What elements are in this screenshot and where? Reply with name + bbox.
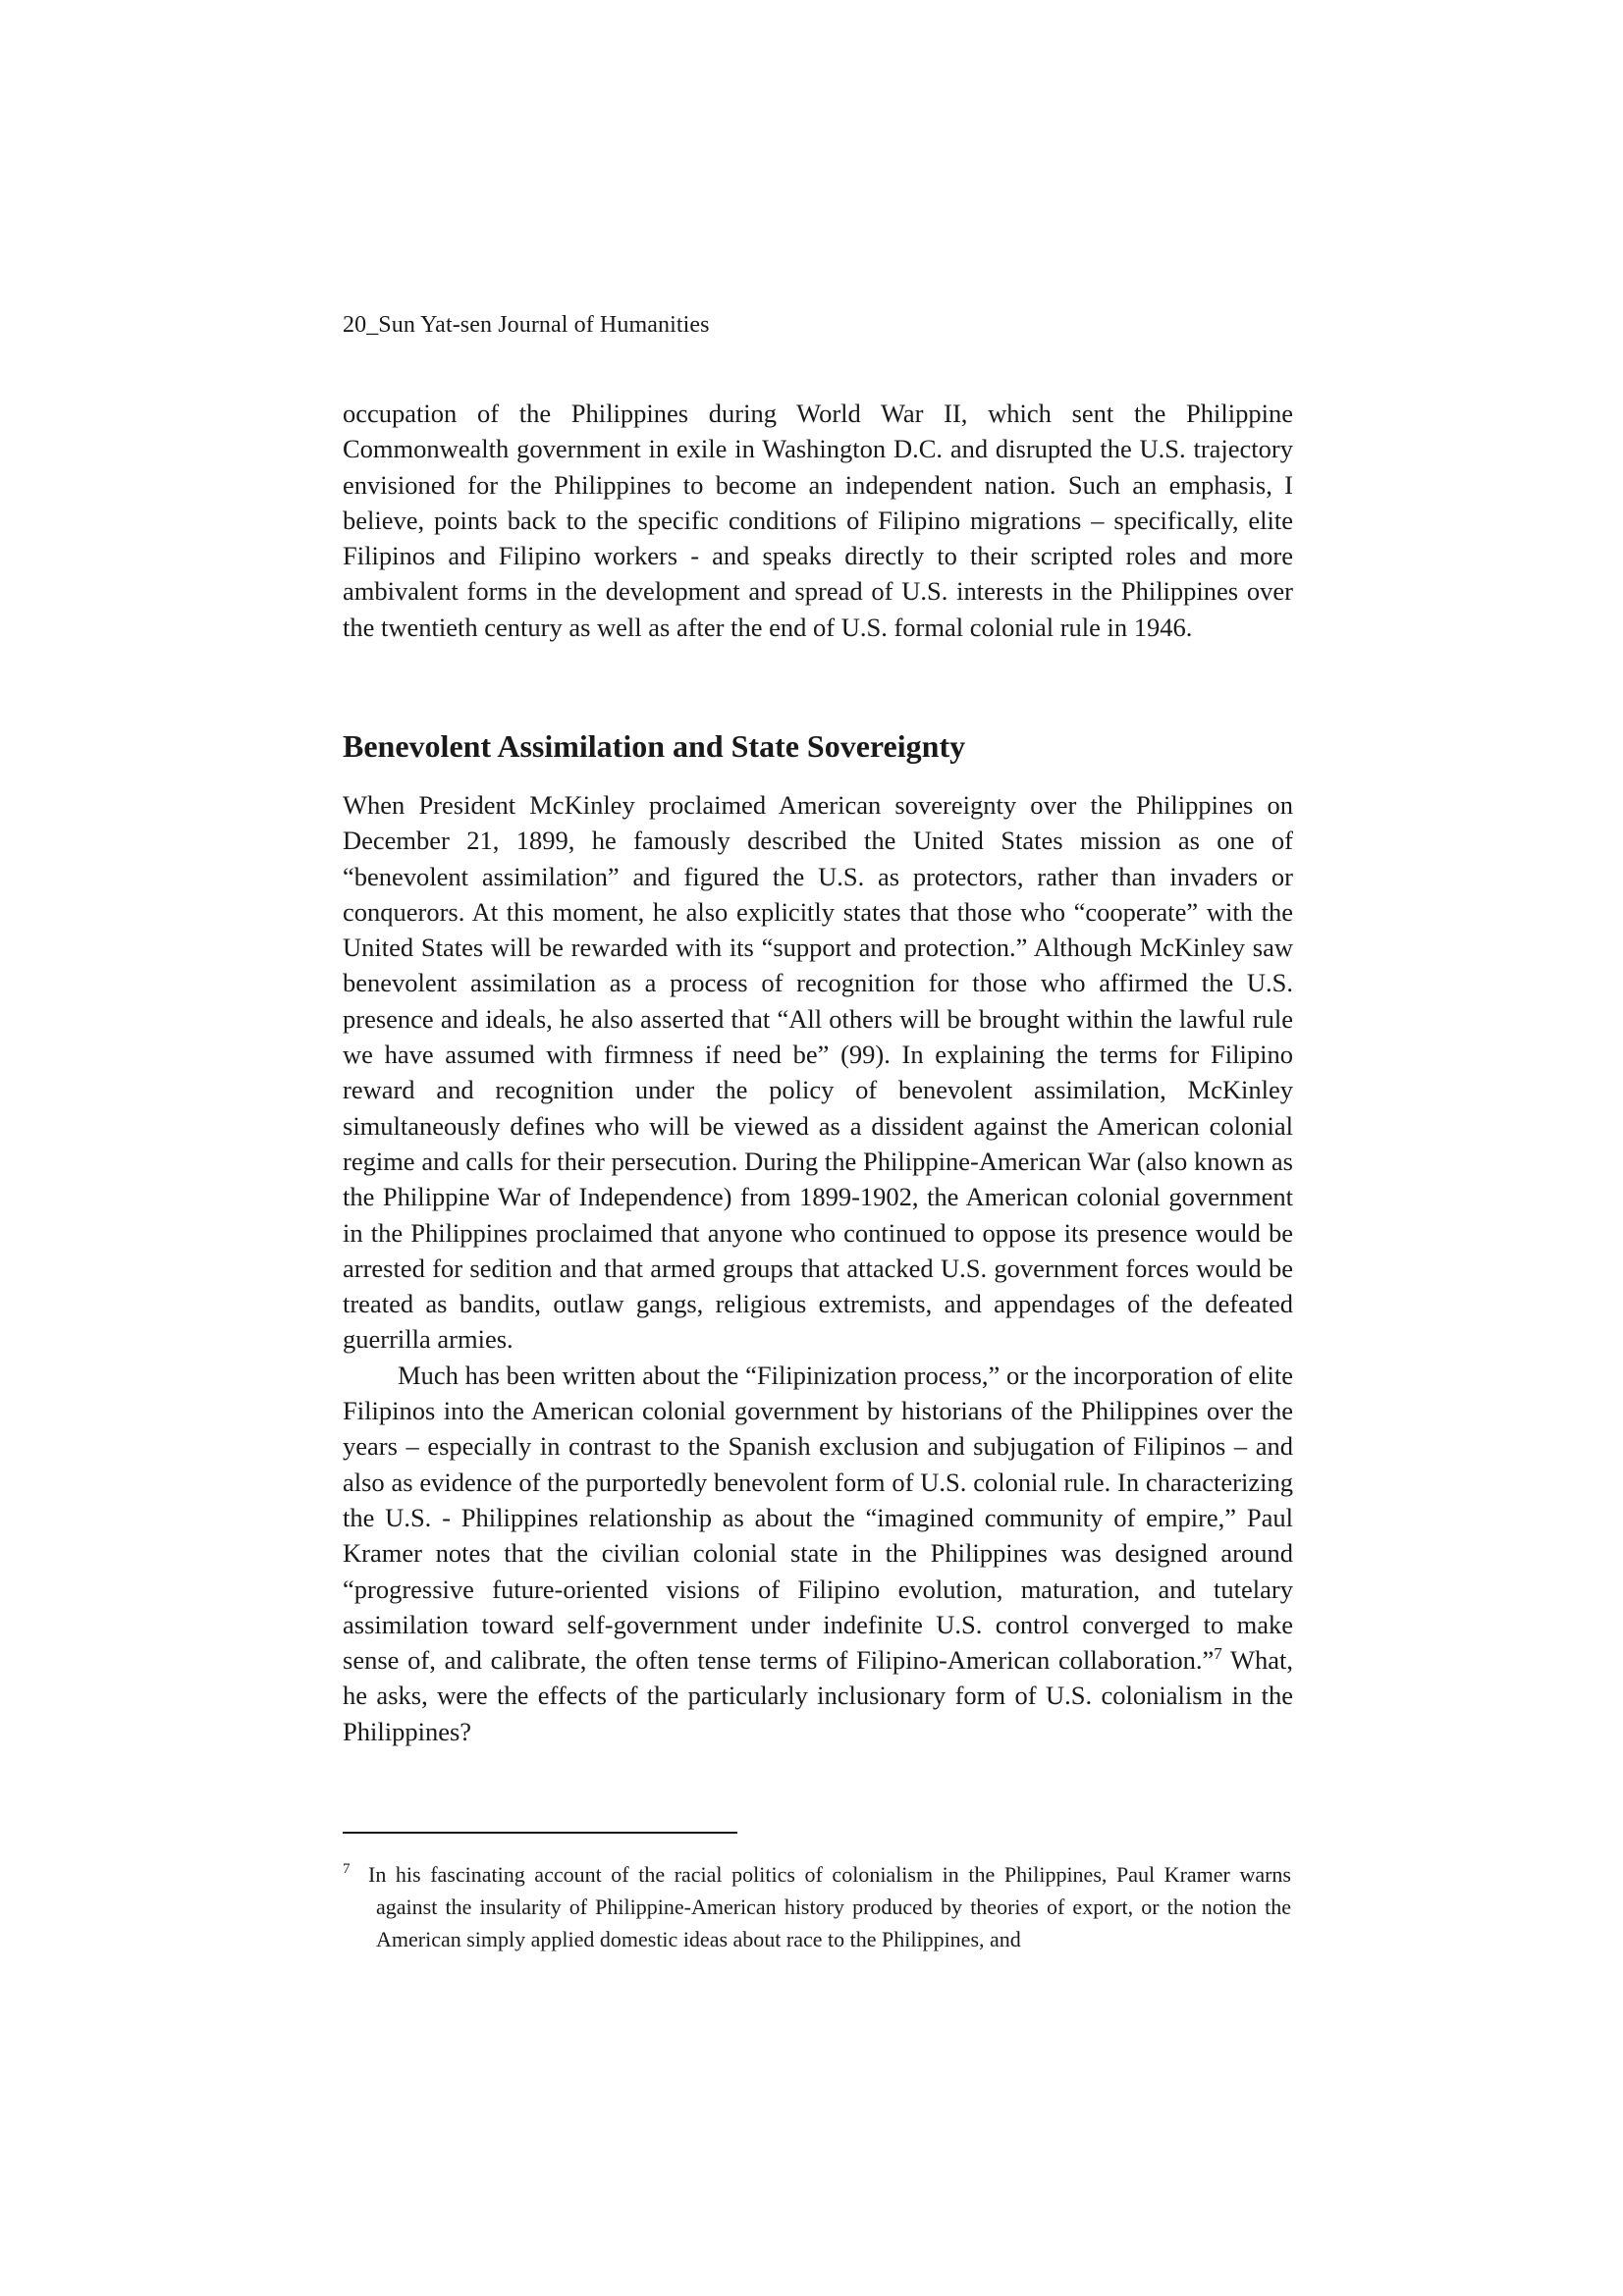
footnote-text: In his fascinating account of the racial politics of colonialism in the Philippines, Paul Kramer warns against the insularity of Philippine-American history produced by theories of export, or the notion the American simply applied domestic ideas about race to the Philippines, and xyxy=(368,1862,1291,1951)
running-head: 20_Sun Yat-sen Journal of Humanities xyxy=(343,312,710,338)
opening-paragraph: occupation of the Philippines during World War II, which sent the Philippine Commonwealth government in exile in Washington D.C. and disrupted the U.S. trajectory envisioned for the Philippines to become an independent nation. Such an emphasis, I believe, points back to the specific conditions of Filipino migrations – specifically, elite Filipinos and Filipino workers - and speaks directly to their scripted roles and more ambivalent forms in the development and spread of U.S. interests in the Philippines over the twentieth century as well as after the end of U.S. formal colonial rule in 1946. xyxy=(343,399,1293,642)
paragraph-2-continuation: What, he asks, were the effects of the particularly inclusionary form of U.S. colonialism in the Philippines? xyxy=(343,1645,1293,1746)
footnote-number: 7 xyxy=(343,1861,351,1877)
section-paragraph-1: When President McKinley proclaimed American sovereignty over the Philippines on December 21, 1899, he famously described the United States mission as one of “benevolent assimilation” and figured the U.S. as protectors, rather than invaders or conquerors. At this moment, he also explicitly states that those who “cooperate” with the United States will be rewarded with its “support and protection.” Although McKinley saw benevolent assimilation as a process of recognition for those who affirmed the U.S. presence and ideals, he also asserted that “All others will be brought within the lawful rule we have assumed with firmness if need be” (99). In explaining the terms for Filipino reward and recognition under the policy of benevolent assimilation, McKinley simultaneously defines who will be viewed as a dissident against the American colonial regime and calls for their persecution. During the Philippine-American War (also known as the Philippine War of Independence) from 1899-1902, the American colonial government in the Philippines proclaimed that anyone who continued to oppose its presence would be arrested for sedition and that armed groups that attacked U.S. government forces would be treated as bandits, outlaw gangs, religious extremists, and appendages of the defeated guerrilla armies. xyxy=(343,790,1293,1355)
opening-text-block xyxy=(343,396,1293,645)
footnote-reference: 7 xyxy=(1214,1644,1222,1664)
section-paragraph-2 xyxy=(343,1358,1293,1749)
paragraph-2-text: Much has been written about the “Filipinization process,” or the incorporation of elite Filipinos into the American colonial government by historians of the Philippines over the years – especially in contrast to the Spanish exclusion and subjugation of Filipinos – and also as evidence of the purportedly benevolent form of U.S. colonial rule. In characterizing the U.S. - Philippines relationship as about the “imagined community of empire,” Paul Kramer notes that the civilian colonial state in the Philippines was designed around “progressive future-oriented visions of Filipino evolution, maturation, and tutelary assimilation toward self-government under indefinite U.S. control converged to make sense of, and calibrate, the often tense terms of Filipino-American collaboration.” xyxy=(343,1360,1293,1676)
footnote-divider xyxy=(343,1832,737,1834)
footnote xyxy=(343,1858,1293,1955)
section-body xyxy=(343,787,1293,1749)
section-heading: Benevolent Assimilation and State Sovereignty xyxy=(343,728,966,764)
